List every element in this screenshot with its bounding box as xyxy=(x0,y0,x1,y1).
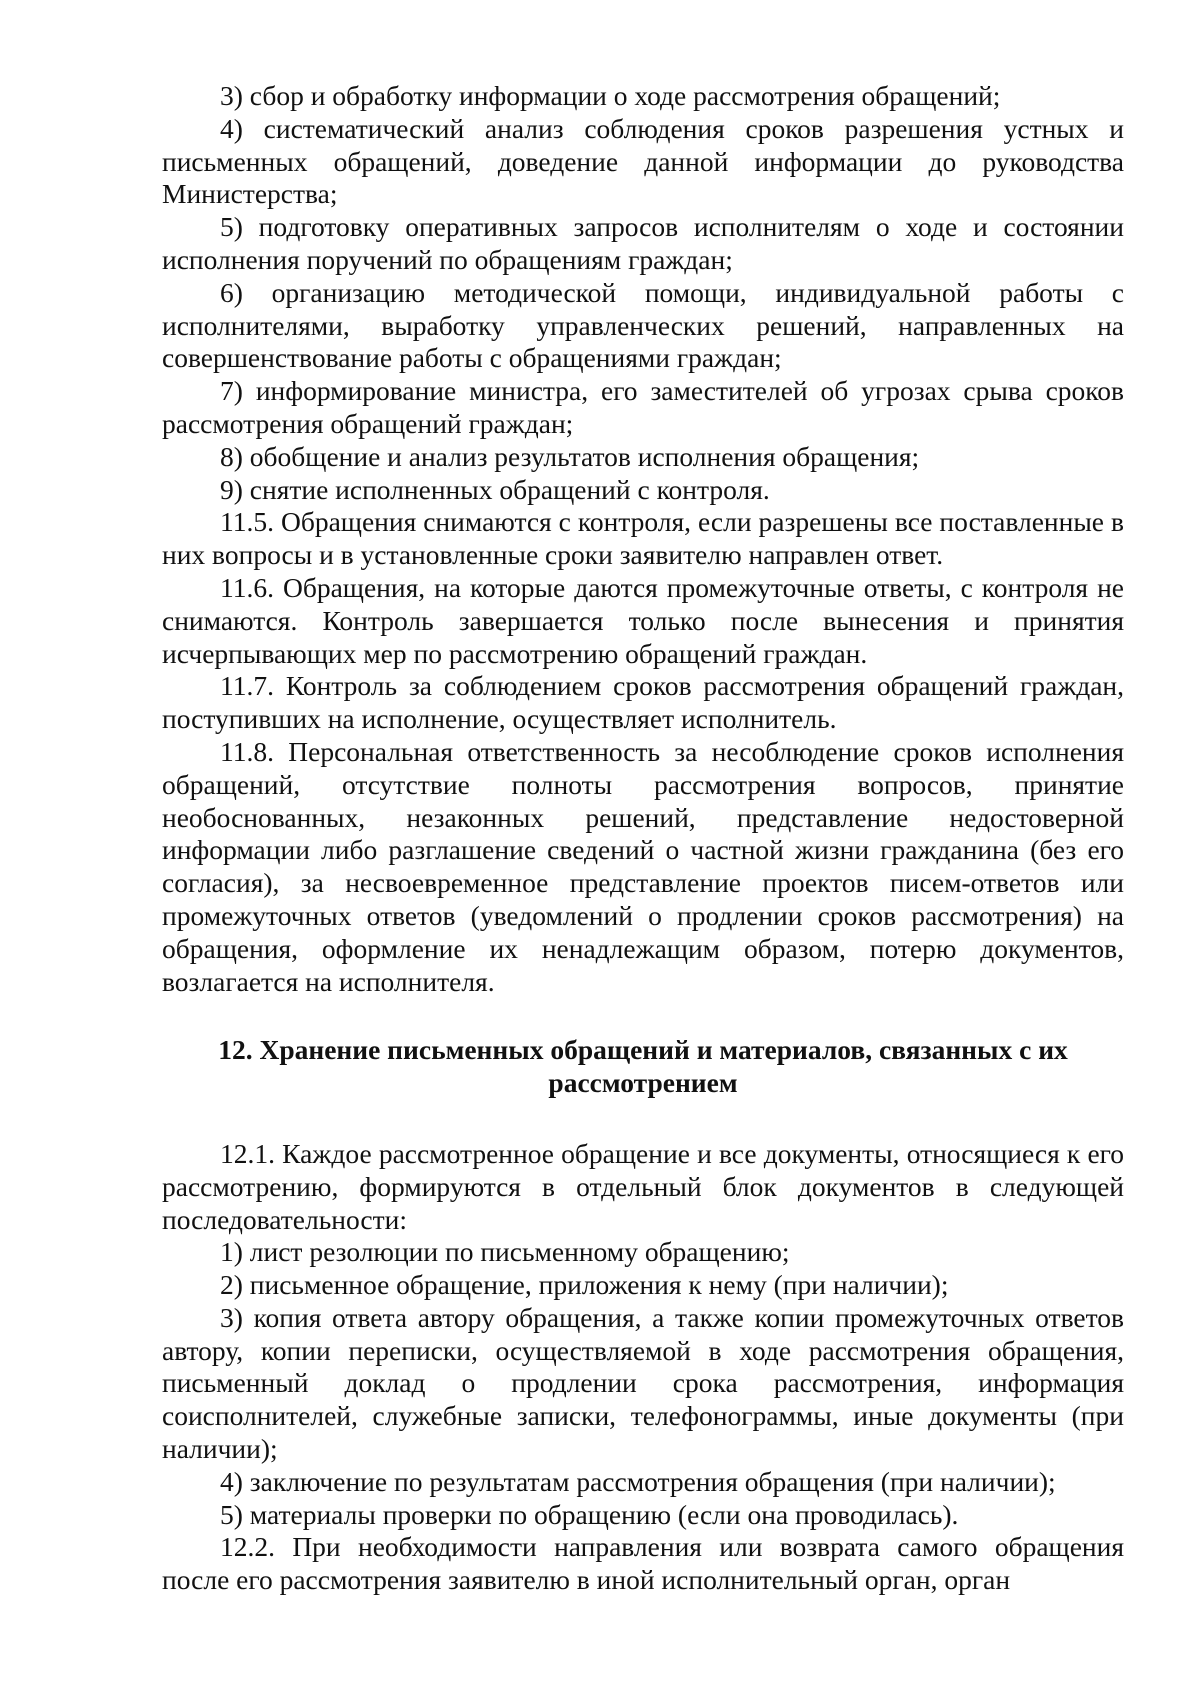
list-item: 6) организацию методической помощи, индивидуальной работы с исполнителями, выработку управленческих решений, направленных на совершенствование работы с обращениями граждан; xyxy=(162,276,1124,374)
paragraph-12-2: 12.2. При необходимости направления или возврата самого обращения после его рассмотрения заявителю в иной исполнительный орган, орган xyxy=(162,1531,1124,1596)
paragraph-11-8: 11.8. Персональная ответственность за несоблюдение сроков исполнения обращений, отсутствие полноты рассмотрения вопросов, принятие необоснованных, незаконных решений, представление недостоверной информации либо разглашение сведений о частной жизни гражданина (без его согласия), за несвоевременное представление проектов писем-ответов или промежуточных ответов (уведомлений о продлении сроков рассмотрения) на обращения, оформление их ненадлежащим образом, потерю документов, возлагается на исполнителя. xyxy=(162,735,1124,997)
list-item: 5) материалы проверки по обращению (если она проводилась). xyxy=(220,1498,959,1530)
paragraph-11-5: 11.5. Обращения снимаются с контроля, если разрешены все поставленные в них вопросы и в установленные сроки заявителю направлен ответ. xyxy=(162,506,1124,571)
list-item: 3) сбор и обработку информации о ходе рассмотрения обращений; xyxy=(220,80,1001,111)
paragraph-12-1: 12.1. Каждое рассмотренное обращение и все документы, относящиеся к его рассмотрению, формируются в отдельный блок документов в следующей последовательности: xyxy=(162,1137,1124,1235)
list-item: 9) снятие исполненных обращений с контроля. xyxy=(220,473,770,505)
list-item: 4) систематический анализ соблюдения сроков разрешения устных и письменных обращений, доведение данной информации до руководства Министерства; xyxy=(162,112,1124,210)
list-item: 3) копия ответа автору обращения, а также копии промежуточных ответов автору, копии переписки, осуществляемой в ходе рассмотрения обращения, письменный доклад о продлении срока рассмотрения, информация соисполнителей, служебные записки, телефонограммы, иные документы (при наличии); xyxy=(162,1301,1124,1465)
list-item: 5) подготовку оперативных запросов исполнителям о ходе и состоянии исполнения поручений по обращениям граждан; xyxy=(162,211,1124,275)
section-12-heading: 12. Хранение письменных обращений и материалов, связанных с их рассмотрением xyxy=(218,1034,1068,1099)
list-item: 7) информирование министра, его заместителей об угрозах срыва сроков рассмотрения обращений граждан; xyxy=(162,375,1124,439)
list-item: 8) обобщение и анализ результатов исполнения обращения; xyxy=(220,440,920,472)
list-item: 4) заключение по результатам рассмотрения обращения (при наличии); xyxy=(220,1465,1056,1497)
paragraph-11-7: 11.7. Контроль за соблюдением сроков рассмотрения обращений граждан, поступивших на исполнение, осуществляет исполнитель. xyxy=(162,670,1124,735)
paragraph-11-6: 11.6. Обращения, на которые даются промежуточные ответы, с контроля не снимаются. Контроль завершается только после вынесения и принятия исчерпывающих мер по рассмотрению обращений граждан. xyxy=(162,571,1124,669)
list-item: 2) письменное обращение, приложения к нему (при наличии); xyxy=(220,1269,949,1301)
document-page xyxy=(162,80,1124,1597)
list-item: 1) лист резолюции по письменному обращению; xyxy=(220,1236,790,1268)
